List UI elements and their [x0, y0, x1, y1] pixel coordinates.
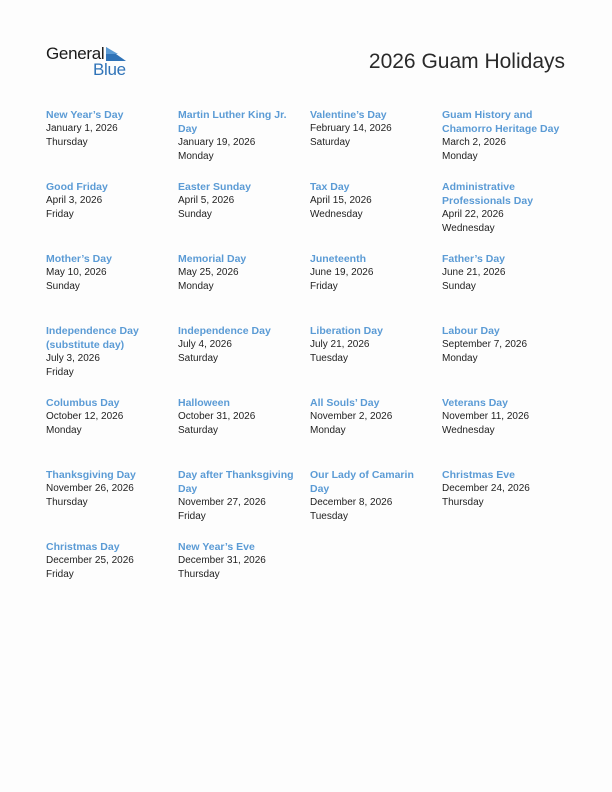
holiday-item [46, 396, 178, 468]
holiday-weekday: Wednesday [442, 223, 495, 234]
holiday-date: January 19, 2026 [178, 137, 256, 148]
holiday-weekday: Monday [178, 281, 214, 292]
holiday-date: April 5, 2026 [178, 195, 235, 206]
holiday-weekday: Friday [310, 281, 338, 292]
holiday-item [178, 252, 310, 324]
holiday-name: Administrative Professionals Day [442, 181, 534, 207]
holiday-item [46, 540, 178, 612]
holiday-item [178, 324, 310, 396]
holiday-weekday: Monday [178, 151, 214, 162]
holiday-weekday: Tuesday [310, 511, 348, 522]
holiday-name: Memorial Day [178, 253, 247, 265]
holiday-item [46, 180, 178, 252]
holiday-item [178, 468, 310, 540]
holiday-name: Veterans Day [442, 397, 508, 409]
holiday-weekday: Sunday [46, 281, 80, 292]
logo-flag-icon [106, 47, 126, 61]
holiday-date: February 14, 2026 [310, 123, 392, 134]
holiday-date: September 7, 2026 [442, 339, 528, 350]
holiday-date: July 21, 2026 [310, 339, 370, 350]
holiday-item [442, 324, 578, 396]
holiday-weekday: Tuesday [310, 353, 348, 364]
holiday-item [310, 180, 442, 252]
holiday-date: November 11, 2026 [442, 411, 530, 422]
holiday-item [442, 468, 578, 540]
logo-word-general: General [46, 44, 105, 63]
holiday-item [178, 396, 310, 468]
holiday-date: April 15, 2026 [310, 195, 372, 206]
holiday-date: May 10, 2026 [46, 267, 107, 278]
holiday-date: November 27, 2026 [178, 497, 266, 508]
holiday-name: Thanksgiving Day [46, 469, 136, 481]
holiday-date: December 25, 2026 [46, 555, 134, 566]
holiday-weekday: Thursday [46, 137, 88, 148]
brand-logo [46, 44, 136, 80]
holiday-name: Juneteenth [310, 253, 367, 265]
holiday-weekday: Saturday [178, 425, 219, 436]
holiday-weekday: Monday [310, 425, 346, 436]
holiday-item [46, 252, 178, 324]
holiday-item [442, 180, 578, 252]
holiday-date: October 31, 2026 [178, 411, 256, 422]
holiday-name: Christmas Eve [442, 469, 515, 481]
holiday-name: Day after Thanksgiving Day [178, 469, 294, 495]
holiday-name: Labour Day [442, 325, 500, 337]
holiday-date: April 22, 2026 [442, 209, 504, 220]
holiday-item [442, 396, 578, 468]
holiday-weekday: Sunday [178, 209, 212, 220]
holiday-date: November 26, 2026 [46, 483, 134, 494]
holiday-name: Good Friday [46, 181, 108, 193]
holiday-item [178, 180, 310, 252]
holiday-item [310, 396, 442, 468]
holiday-name: Independence Day [178, 325, 271, 337]
holiday-item [442, 252, 578, 324]
holiday-weekday: Friday [46, 209, 74, 220]
holiday-name: Christmas Day [46, 541, 120, 553]
holiday-date: May 25, 2026 [178, 267, 239, 278]
logo-word-blue: Blue [93, 60, 126, 79]
holiday-name: Guam History and Chamorro Heritage Day [442, 109, 560, 135]
holiday-name: Tax Day [310, 181, 350, 193]
holiday-item [310, 468, 442, 540]
holiday-name: All Souls’ Day [310, 397, 380, 409]
holiday-weekday: Sunday [442, 281, 476, 292]
holiday-name: New Year’s Eve [178, 541, 255, 553]
holiday-name: Our Lady of Camarin Day [310, 469, 414, 495]
holiday-weekday: Saturday [178, 353, 219, 364]
holiday-weekday: Monday [442, 151, 478, 162]
holiday-name: Columbus Day [46, 397, 120, 409]
holiday-date: December 24, 2026 [442, 483, 530, 494]
holiday-date: March 2, 2026 [442, 137, 506, 148]
holiday-item [178, 540, 310, 612]
holiday-date: June 19, 2026 [310, 267, 374, 278]
holiday-item [178, 108, 310, 180]
page-title: 2026 Guam Holidays [368, 50, 565, 73]
holiday-item [310, 252, 442, 324]
holiday-name: Independence Day (substitute day) [46, 325, 139, 351]
holiday-date: December 8, 2026 [310, 497, 393, 508]
holiday-date: July 4, 2026 [178, 339, 232, 350]
holiday-weekday: Thursday [178, 569, 220, 580]
holiday-name: Martin Luther King Jr. Day [178, 109, 287, 135]
holiday-weekday: Monday [442, 353, 478, 364]
holiday-name: Halloween [178, 397, 230, 409]
holiday-date: November 2, 2026 [310, 411, 393, 422]
holiday-item [46, 468, 178, 540]
holiday-item [46, 108, 178, 180]
holiday-name: Easter Sunday [178, 181, 251, 193]
holiday-name: Mother’s Day [46, 253, 112, 265]
holiday-weekday: Friday [46, 367, 74, 378]
holiday-name: New Year’s Day [46, 109, 124, 121]
holiday-weekday: Monday [46, 425, 82, 436]
holiday-date: April 3, 2026 [46, 195, 103, 206]
holiday-name: Father’s Day [442, 253, 506, 265]
holiday-weekday: Wednesday [310, 209, 363, 220]
holiday-weekday: Wednesday [442, 425, 495, 436]
holiday-date: July 3, 2026 [46, 353, 100, 364]
holiday-grid [46, 108, 578, 612]
holiday-item [310, 108, 442, 180]
holiday-date: January 1, 2026 [46, 123, 118, 134]
holiday-date: June 21, 2026 [442, 267, 506, 278]
holiday-item [310, 324, 442, 396]
holiday-weekday: Saturday [310, 137, 351, 148]
holiday-date: December 31, 2026 [178, 555, 266, 566]
holiday-name: Valentine’s Day [310, 109, 387, 121]
holiday-name: Liberation Day [310, 325, 383, 337]
holiday-weekday: Thursday [442, 497, 484, 508]
holiday-date: October 12, 2026 [46, 411, 124, 422]
holiday-weekday: Friday [46, 569, 74, 580]
holiday-weekday: Thursday [46, 497, 88, 508]
holiday-weekday: Friday [178, 511, 206, 522]
holiday-item [442, 108, 578, 180]
holiday-item [46, 324, 178, 396]
